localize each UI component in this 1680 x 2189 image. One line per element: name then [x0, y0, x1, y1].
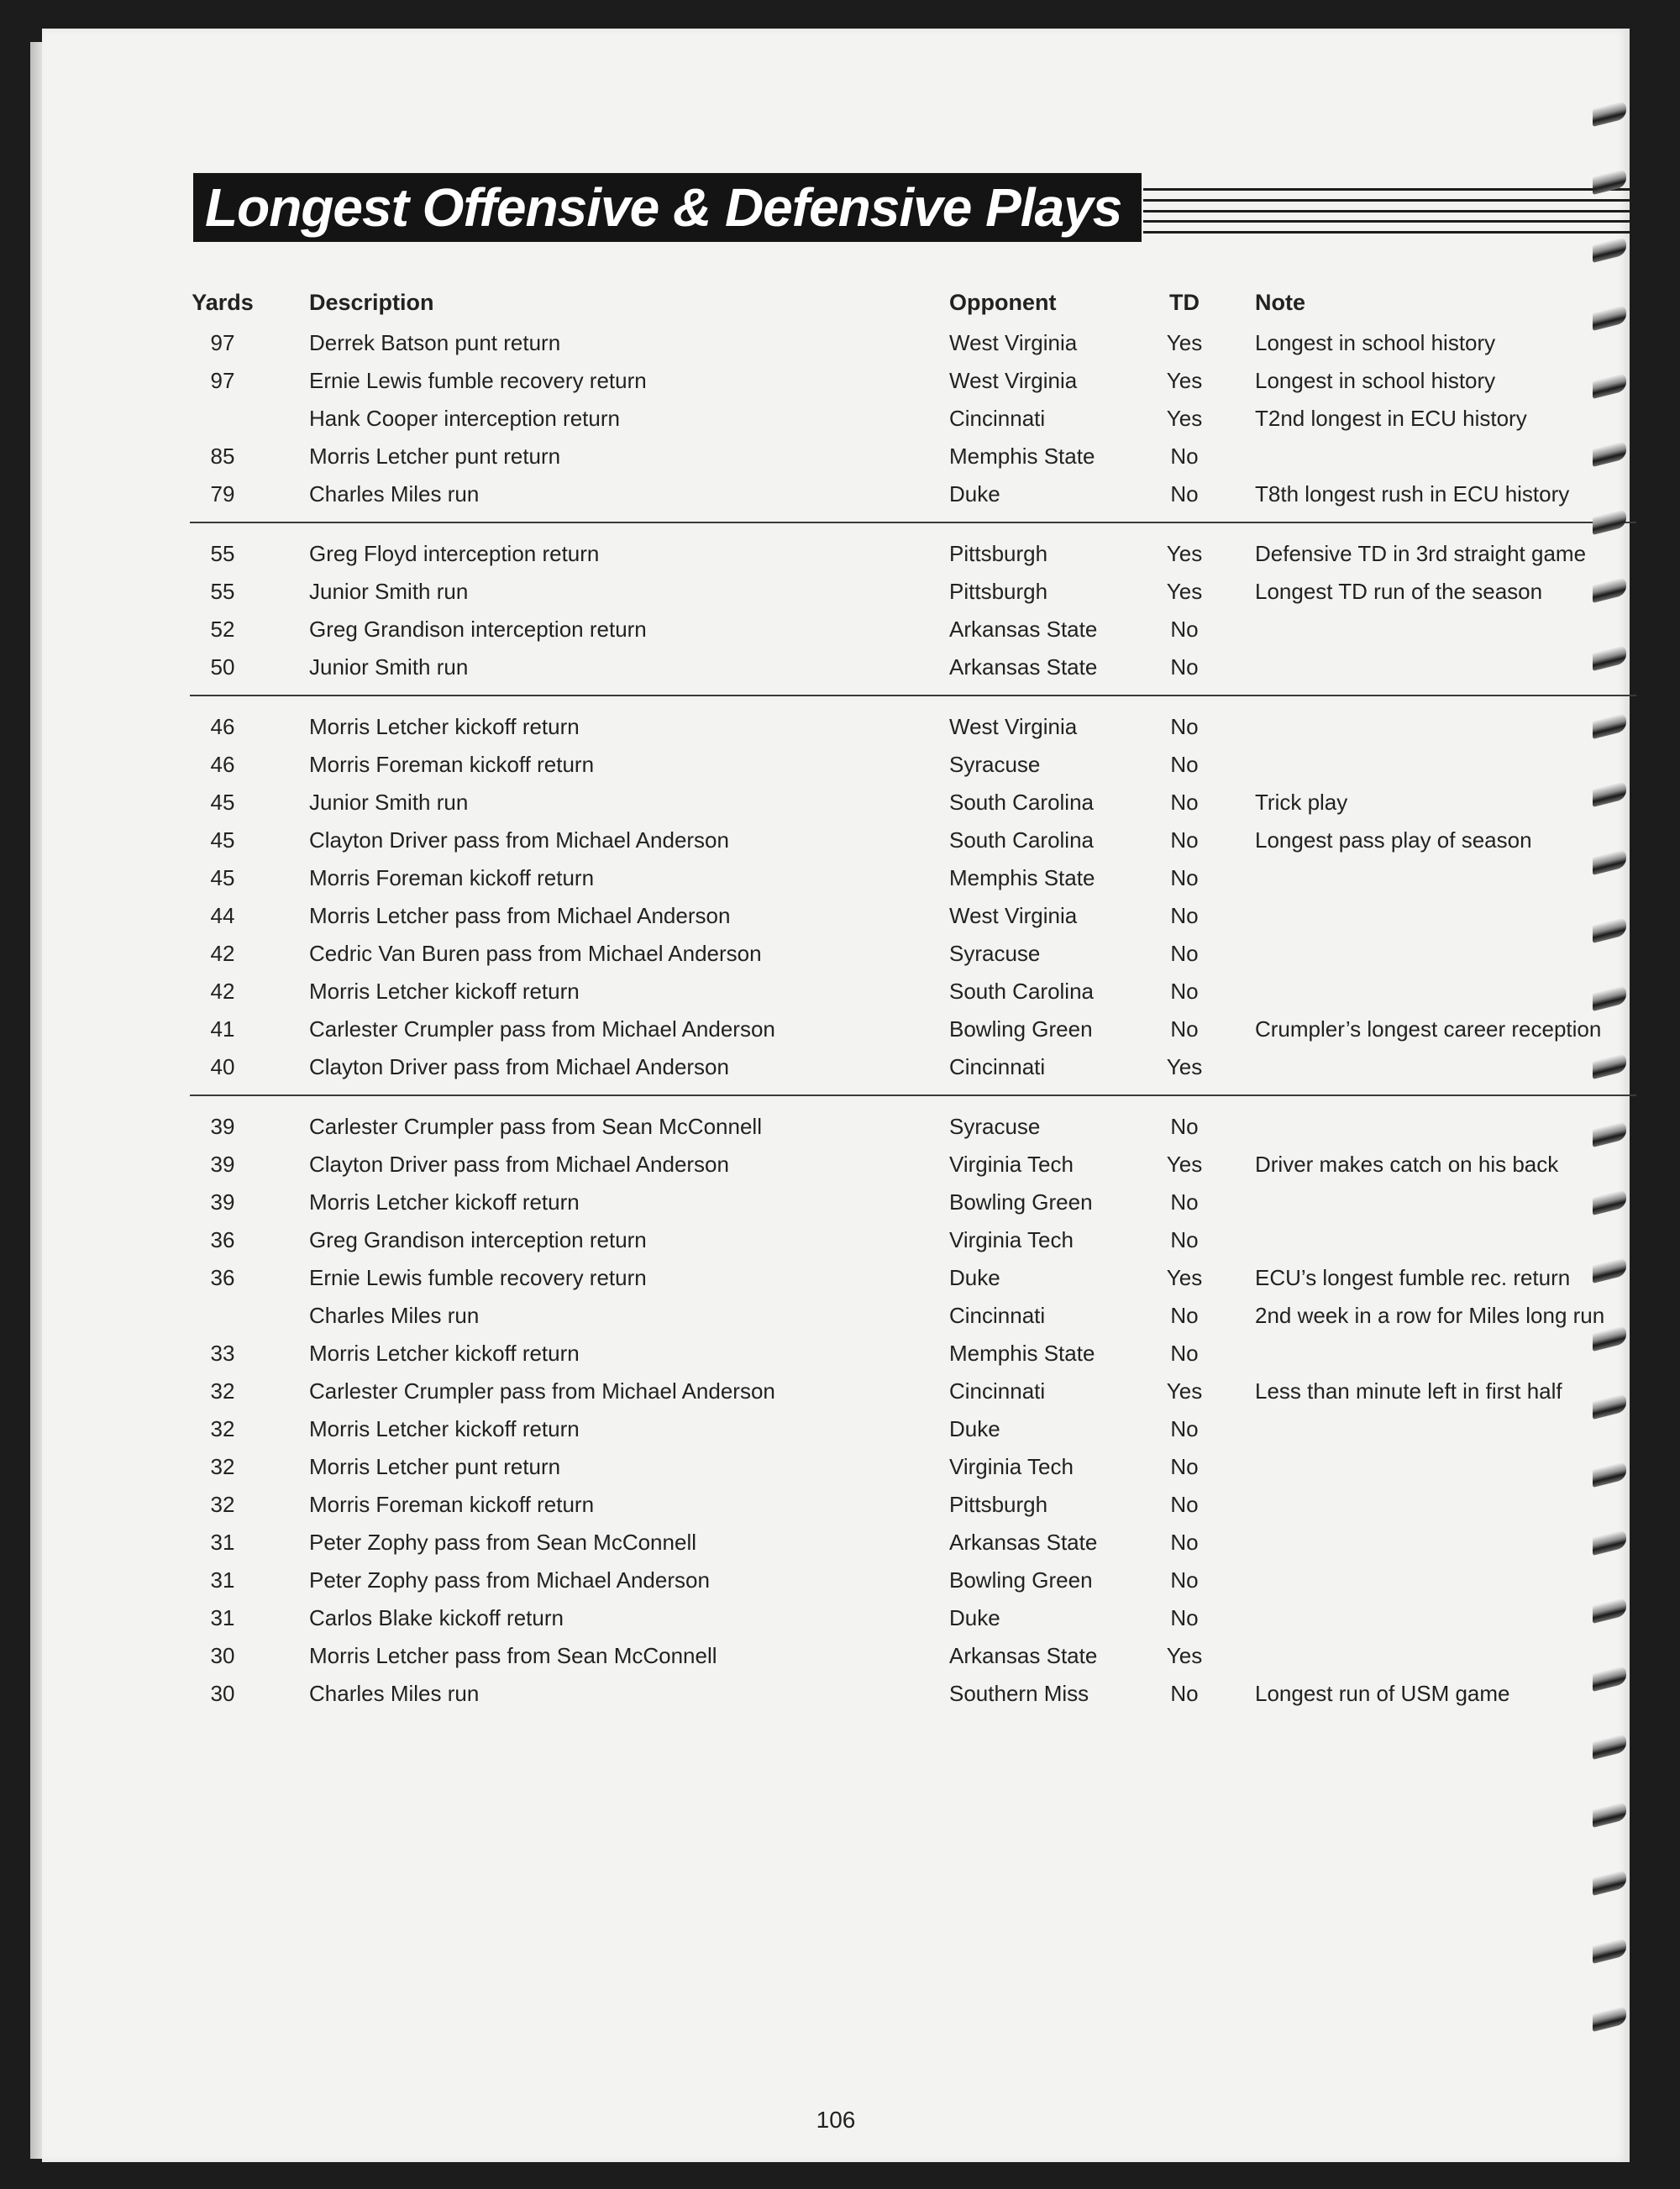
- cell-yards: 52: [210, 617, 235, 642]
- table-row: [190, 1108, 1638, 1146]
- cell-description: Charles Miles run: [309, 1303, 480, 1328]
- cell-td: No: [1170, 865, 1199, 890]
- cell-yards: 50: [210, 654, 235, 680]
- table-row: [190, 1184, 1638, 1221]
- cell-opponent: Pittsburgh: [949, 579, 1048, 604]
- table-row: [190, 475, 1638, 513]
- binding-ring: [1593, 508, 1626, 535]
- table-row: [190, 535, 1638, 573]
- cell-description: Junior Smith run: [309, 654, 469, 680]
- cell-td: No: [1170, 1530, 1199, 1555]
- cell-opponent: Memphis State: [949, 865, 1095, 890]
- cell-yards: 46: [210, 752, 235, 777]
- cell-description: Derrek Batson punt return: [309, 330, 561, 355]
- binding-ring: [1593, 100, 1626, 127]
- cell-td: Yes: [1166, 330, 1203, 355]
- header-yards: Yards: [192, 290, 254, 315]
- table-row: [190, 1675, 1638, 1713]
- cell-td: No: [1170, 752, 1199, 777]
- table-row: [190, 400, 1638, 438]
- title-rules: [1143, 188, 1638, 234]
- cell-opponent: Virginia Tech: [949, 1152, 1074, 1177]
- cell-opponent: Memphis State: [949, 1341, 1095, 1366]
- cell-yards: 31: [210, 1605, 235, 1630]
- cell-description: Clayton Driver pass from Michael Anderson: [309, 1152, 729, 1177]
- table-row: [190, 935, 1638, 973]
- cell-description: Morris Letcher punt return: [309, 1454, 561, 1479]
- cell-note: Longest run of USM game: [1255, 1681, 1510, 1706]
- cell-description: Greg Grandison interception return: [309, 1227, 647, 1252]
- binding-ring: [1593, 1461, 1626, 1488]
- cell-opponent: Cincinnati: [949, 1303, 1046, 1328]
- cell-yards: 42: [210, 979, 235, 1004]
- table-row: [190, 822, 1638, 859]
- cell-description: Peter Zophy pass from Michael Anderson: [309, 1567, 710, 1593]
- cell-yards: 42: [210, 941, 235, 966]
- spiral-binding: [1588, 104, 1630, 2154]
- cell-yards: 36: [210, 1265, 235, 1290]
- title-rule: [1143, 231, 1638, 234]
- cell-opponent: Cincinnati: [949, 1378, 1046, 1404]
- cell-description: Morris Letcher kickoff return: [309, 1189, 580, 1215]
- cell-description: Clayton Driver pass from Michael Anderson: [309, 827, 729, 853]
- table-row: [190, 897, 1638, 935]
- cell-description: Morris Foreman kickoff return: [309, 752, 595, 777]
- binding-ring: [1593, 1665, 1626, 1692]
- cell-td: Yes: [1166, 406, 1203, 431]
- cell-td: Yes: [1166, 1152, 1203, 1177]
- binding-ring: [1593, 1801, 1626, 1828]
- plays-table: [190, 281, 1638, 1713]
- cell-yards: 45: [210, 865, 235, 890]
- cell-description: Morris Letcher kickoff return: [309, 714, 580, 739]
- cell-td: No: [1170, 1189, 1199, 1215]
- cell-yards: 55: [210, 579, 235, 604]
- cell-yards: 31: [210, 1567, 235, 1593]
- table-row: [190, 1486, 1638, 1524]
- cell-opponent: Pittsburgh: [949, 1492, 1048, 1517]
- binding-ring: [1593, 848, 1626, 875]
- cell-td: No: [1170, 941, 1199, 966]
- cell-opponent: Syracuse: [949, 752, 1041, 777]
- table-header: [190, 281, 1638, 324]
- cell-opponent: West Virginia: [949, 714, 1078, 739]
- table-row: [190, 859, 1638, 897]
- cell-description: Morris Letcher kickoff return: [309, 1416, 580, 1441]
- cell-description: Morris Letcher pass from Sean McConnell: [309, 1643, 717, 1668]
- cell-yards: 39: [210, 1114, 235, 1139]
- table-row: [190, 708, 1638, 746]
- cell-td: Yes: [1166, 1378, 1203, 1404]
- cell-description: Carlester Crumpler pass from Sean McConnell: [309, 1114, 762, 1139]
- binding-ring: [1593, 984, 1626, 1011]
- title-rule: [1143, 199, 1638, 202]
- cell-td: No: [1170, 444, 1199, 469]
- page-number: 106: [816, 2107, 856, 2133]
- cell-td: Yes: [1166, 541, 1203, 566]
- cell-yards: 32: [210, 1492, 235, 1517]
- cell-opponent: Bowling Green: [949, 1189, 1093, 1215]
- group-divider: [190, 522, 1636, 523]
- cell-description: Morris Letcher punt return: [309, 444, 561, 469]
- cell-opponent: Cincinnati: [949, 406, 1046, 431]
- cell-yards: 97: [210, 368, 235, 393]
- cell-opponent: Duke: [949, 1416, 1000, 1441]
- cell-td: No: [1170, 1227, 1199, 1252]
- cell-opponent: Southern Miss: [949, 1681, 1089, 1706]
- cell-td: No: [1170, 1605, 1199, 1630]
- cell-td: No: [1170, 1416, 1199, 1441]
- table-row: [190, 573, 1638, 611]
- cell-yards: 39: [210, 1152, 235, 1177]
- binding-ring: [1593, 2005, 1626, 2032]
- cell-td: No: [1170, 1114, 1199, 1139]
- cell-opponent: Memphis State: [949, 444, 1095, 469]
- cell-td: No: [1170, 790, 1199, 815]
- cell-td: No: [1170, 979, 1199, 1004]
- binding-ring: [1593, 440, 1626, 467]
- cell-td: No: [1170, 827, 1199, 853]
- cell-note: Longest in school history: [1255, 330, 1496, 355]
- cell-description: Cedric Van Buren pass from Michael Anderson: [309, 941, 762, 966]
- cell-opponent: Syracuse: [949, 941, 1041, 966]
- binding-ring: [1593, 1053, 1626, 1079]
- binding-ring: [1593, 304, 1626, 331]
- cell-description: Carlester Crumpler pass from Michael Anderson: [309, 1378, 775, 1404]
- cell-description: Junior Smith run: [309, 579, 469, 604]
- cell-td: No: [1170, 1016, 1199, 1042]
- cell-td: No: [1170, 1454, 1199, 1479]
- binding-ring: [1593, 1393, 1626, 1420]
- binding-ring: [1593, 236, 1626, 263]
- cell-description: Ernie Lewis fumble recovery return: [309, 368, 647, 393]
- cell-yards: 39: [210, 1189, 235, 1215]
- table-row: [190, 362, 1638, 400]
- binding-ring: [1593, 916, 1626, 943]
- cell-yards: 32: [210, 1378, 235, 1404]
- table-row: [190, 1637, 1638, 1675]
- binding-ring: [1593, 372, 1626, 399]
- title-rule: [1143, 210, 1638, 213]
- cell-opponent: Bowling Green: [949, 1016, 1093, 1042]
- title-banner: [193, 173, 1142, 242]
- cell-yards: 32: [210, 1416, 235, 1441]
- group-divider: [190, 695, 1636, 696]
- cell-description: Ernie Lewis fumble recovery return: [309, 1265, 647, 1290]
- table-row: [190, 1524, 1638, 1562]
- cell-td: Yes: [1166, 1643, 1203, 1668]
- binding-ring: [1593, 1257, 1626, 1283]
- table-row: [190, 1599, 1638, 1637]
- cell-note: T8th longest rush in ECU history: [1255, 481, 1570, 507]
- cell-opponent: West Virginia: [949, 330, 1078, 355]
- cell-opponent: South Carolina: [949, 827, 1094, 853]
- table-row: [190, 1011, 1638, 1048]
- binding-ring: [1593, 1869, 1626, 1896]
- cell-td: Yes: [1166, 368, 1203, 393]
- table-row: [190, 1297, 1638, 1335]
- header-td: TD: [1169, 290, 1200, 315]
- cell-note: Less than minute left in first half: [1255, 1378, 1562, 1404]
- binding-ring: [1593, 1597, 1626, 1624]
- cell-description: Morris Letcher kickoff return: [309, 979, 580, 1004]
- cell-td: No: [1170, 1341, 1199, 1366]
- cell-opponent: Cincinnati: [949, 1054, 1046, 1079]
- cell-td: No: [1170, 481, 1199, 507]
- cell-yards: 97: [210, 330, 235, 355]
- table-row: [190, 973, 1638, 1011]
- binding-ring: [1593, 168, 1626, 195]
- cell-yards: 32: [210, 1454, 235, 1479]
- cell-note: 2nd week in a row for Miles long run: [1255, 1303, 1605, 1328]
- binding-ring: [1593, 1733, 1626, 1760]
- group-divider: [190, 1094, 1636, 1096]
- cell-opponent: West Virginia: [949, 903, 1078, 928]
- table-row: [190, 784, 1638, 822]
- cell-td: No: [1170, 1492, 1199, 1517]
- cell-note: ECU’s longest fumble rec. return: [1255, 1265, 1571, 1290]
- title-rule: [1143, 188, 1638, 191]
- table-row: [190, 1373, 1638, 1410]
- cell-yards: 44: [210, 903, 235, 928]
- cell-note: T2nd longest in ECU history: [1255, 406, 1527, 431]
- cell-yards: 46: [210, 714, 235, 739]
- cell-note: Defensive TD in 3rd straight game: [1255, 541, 1587, 566]
- cell-opponent: Arkansas State: [949, 1530, 1098, 1555]
- cell-yards: 55: [210, 541, 235, 566]
- table-row: [190, 1410, 1638, 1448]
- table-row: [190, 1221, 1638, 1259]
- cell-td: No: [1170, 1567, 1199, 1593]
- cell-opponent: Arkansas State: [949, 617, 1098, 642]
- cell-opponent: Virginia Tech: [949, 1227, 1074, 1252]
- table-row: [190, 1448, 1638, 1486]
- cell-opponent: Syracuse: [949, 1114, 1041, 1139]
- cell-opponent: West Virginia: [949, 368, 1078, 393]
- binding-ring: [1593, 1189, 1626, 1215]
- binding-ring: [1593, 644, 1626, 671]
- cell-description: Junior Smith run: [309, 790, 469, 815]
- cell-description: Greg Floyd interception return: [309, 541, 600, 566]
- table-row: [190, 1146, 1638, 1184]
- cell-opponent: Duke: [949, 1605, 1000, 1630]
- cell-td: No: [1170, 617, 1199, 642]
- cell-opponent: Duke: [949, 481, 1000, 507]
- cell-yards: 40: [210, 1054, 235, 1079]
- cell-td: Yes: [1166, 579, 1203, 604]
- table-row: [190, 746, 1638, 784]
- cell-description: Morris Foreman kickoff return: [309, 865, 595, 890]
- cell-description: Carlos Blake kickoff return: [309, 1605, 564, 1630]
- cell-opponent: Arkansas State: [949, 654, 1098, 680]
- cell-description: Morris Letcher kickoff return: [309, 1341, 580, 1366]
- binding-ring: [1593, 1937, 1626, 1964]
- cell-description: Charles Miles run: [309, 1681, 480, 1706]
- cell-yards: 45: [210, 790, 235, 815]
- cell-opponent: Bowling Green: [949, 1567, 1093, 1593]
- cell-description: Morris Letcher pass from Michael Anderson: [309, 903, 731, 928]
- cell-note: Crumpler’s longest career reception: [1255, 1016, 1602, 1042]
- cell-yards: 33: [210, 1341, 235, 1366]
- cell-opponent: Pittsburgh: [949, 541, 1048, 566]
- cell-note: Longest in school history: [1255, 368, 1496, 393]
- cell-yards: 41: [210, 1016, 235, 1042]
- cell-yards: 85: [210, 444, 235, 469]
- cell-description: Charles Miles run: [309, 481, 480, 507]
- cell-yards: 79: [210, 481, 235, 507]
- table-row: [190, 611, 1638, 648]
- cell-td: No: [1170, 903, 1199, 928]
- cell-td: No: [1170, 1303, 1199, 1328]
- cell-description: Peter Zophy pass from Sean McConnell: [309, 1530, 696, 1555]
- cell-td: No: [1170, 714, 1199, 739]
- cell-opponent: South Carolina: [949, 790, 1094, 815]
- cell-opponent: Arkansas State: [949, 1643, 1098, 1668]
- cell-td: No: [1170, 654, 1199, 680]
- cell-yards: 36: [210, 1227, 235, 1252]
- table-row: [190, 1562, 1638, 1599]
- title-rule: [1143, 220, 1638, 223]
- cell-yards: 30: [210, 1681, 235, 1706]
- table-row: [190, 1048, 1638, 1086]
- binding-ring: [1593, 576, 1626, 603]
- cell-note: Driver makes catch on his back: [1255, 1152, 1559, 1177]
- binding-ring: [1593, 712, 1626, 739]
- table-row: [190, 1259, 1638, 1297]
- cell-td: Yes: [1166, 1265, 1203, 1290]
- header-opponent: Opponent: [949, 290, 1057, 315]
- cell-note: Longest pass play of season: [1255, 827, 1532, 853]
- cell-note: Trick play: [1255, 790, 1348, 815]
- cell-yards: 30: [210, 1643, 235, 1668]
- cell-description: Greg Grandison interception return: [309, 617, 647, 642]
- table-row: [190, 648, 1638, 686]
- cell-description: Clayton Driver pass from Michael Anderson: [309, 1054, 729, 1079]
- binding-ring: [1593, 1325, 1626, 1352]
- cell-note: Longest TD run of the season: [1255, 579, 1543, 604]
- document-page: [42, 29, 1630, 2162]
- binding-ring: [1593, 1529, 1626, 1556]
- table-row: [190, 324, 1638, 362]
- cell-opponent: South Carolina: [949, 979, 1094, 1004]
- cell-yards: 45: [210, 827, 235, 853]
- table-row: [190, 438, 1638, 475]
- cell-yards: 31: [210, 1530, 235, 1555]
- cell-opponent: Virginia Tech: [949, 1454, 1074, 1479]
- cell-description: Carlester Crumpler pass from Michael Anderson: [309, 1016, 775, 1042]
- cell-description: Hank Cooper interception return: [309, 406, 620, 431]
- binding-ring: [1593, 780, 1626, 807]
- header-description: Description: [309, 290, 434, 315]
- cell-td: Yes: [1166, 1054, 1203, 1079]
- cell-td: No: [1170, 1681, 1199, 1706]
- header-note: Note: [1255, 290, 1305, 315]
- table-row: [190, 1335, 1638, 1373]
- cell-opponent: Duke: [949, 1265, 1000, 1290]
- page-title: Longest Offensive & Defensive Plays: [205, 177, 1122, 238]
- cell-description: Morris Foreman kickoff return: [309, 1492, 595, 1517]
- binding-ring: [1593, 1121, 1626, 1147]
